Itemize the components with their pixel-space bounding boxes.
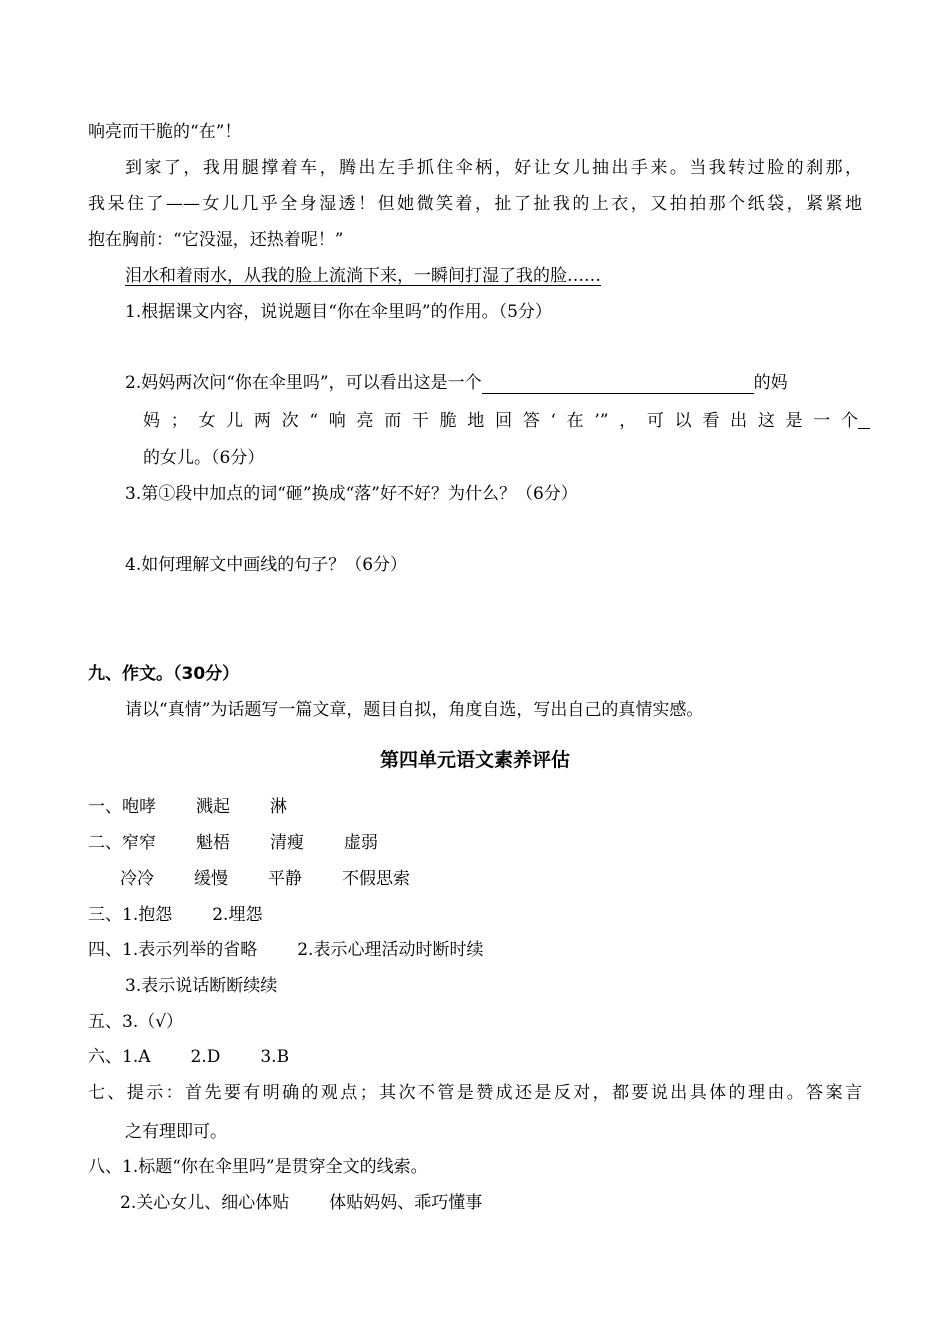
question-2-line3: 的女儿。（6分） xyxy=(143,448,265,468)
answer-item: 淋 xyxy=(270,797,287,817)
answer-item: 2.埋怨 xyxy=(212,905,263,925)
answer-line xyxy=(120,868,410,890)
answer-line xyxy=(88,904,262,926)
answer-line xyxy=(88,832,378,854)
answer-item: 虚弱 xyxy=(344,833,378,853)
answer-item: 二、窄窄 xyxy=(88,833,156,853)
answer-item: 平静 xyxy=(268,869,302,889)
answer-line: 七、提示：首先要有明确的观点；其次不管是赞成还是反对，都要说出具体的理由。答案言 xyxy=(88,1083,862,1103)
answer-blank[interactable] xyxy=(858,410,870,429)
answer-item: 六、1.A xyxy=(88,1047,151,1067)
question-4: 4.如何理解文中画线的句子？（6分） xyxy=(125,555,408,575)
answers-title: 第四单元语文素养评估 xyxy=(379,749,570,771)
section-heading: 九、作文。（30分） xyxy=(88,664,240,684)
answer-line xyxy=(88,1046,289,1068)
answer-line: 之有理即可。 xyxy=(125,1122,227,1142)
question-2 xyxy=(125,372,788,394)
answer-item: 体贴妈妈、乖巧懂事 xyxy=(329,1193,483,1213)
passage-line: 抱在胸前：“它没湿，还热着呢！” xyxy=(88,230,344,250)
passage-line: 我呆住了——女儿几乎全身湿透！但她微笑着，扯了扯我的上衣，又拍拍那个纸袋，紧紧地 xyxy=(88,194,862,214)
answer-item: 一、咆哮 xyxy=(88,797,156,817)
underlined-sentence: 泪水和着雨水，从我的脸上流淌下来，一瞬间打湿了我的脸…… xyxy=(125,266,601,286)
answer-item: 2.关心女儿、细心体贴 xyxy=(120,1193,290,1213)
answer-item: 魁梧 xyxy=(196,833,230,853)
answer-item: 2.表示心理活动时断时续 xyxy=(297,940,484,960)
answer-line: 3.表示说话断断续续 xyxy=(125,976,278,996)
answer-item: 三、1.抱怨 xyxy=(88,905,173,925)
answer-item: 清瘦 xyxy=(270,833,304,853)
passage-line: 响亮而干脆的“在”！ xyxy=(88,122,242,142)
answer-item: 冷冷 xyxy=(120,869,154,889)
answer-item: 溅起 xyxy=(196,797,230,817)
answer-line: 八、1.标题“你在伞里吗”是贯穿全文的线索。 xyxy=(88,1157,428,1177)
answer-line xyxy=(88,796,287,818)
answer-line: 五、3.（√） xyxy=(88,1012,184,1032)
answer-item: 不假思索 xyxy=(342,869,410,889)
answer-line xyxy=(88,939,483,961)
answer-line xyxy=(120,1192,482,1214)
composition-prompt: 请以“真情”为话题写一篇文章，题目自拟，角度自选，写出自己的真情实感。 xyxy=(125,700,704,720)
question-2-line2 xyxy=(143,410,870,432)
answer-item: 四、1.表示列举的省略 xyxy=(88,940,258,960)
question-3: 3.第①段中加点的词“砸”换成“落”好不好？为什么？（6分） xyxy=(125,484,578,504)
answer-item: 2.D xyxy=(190,1047,221,1067)
answer-item: 3.B xyxy=(260,1047,290,1067)
answer-item: 缓慢 xyxy=(194,869,228,889)
question-2-text: 妈；女儿两次“响亮而干脆地回答‘在’”，可以看出这是一个 xyxy=(143,411,858,431)
question-2-text: 2.妈妈两次问“你在伞里吗”，可以看出这是一个 xyxy=(125,373,482,393)
question-2-text: 的妈 xyxy=(753,373,788,393)
passage-line: 到家了，我用腿撑着车，腾出左手抓住伞柄，好让女儿抽出手来。当我转过脸的刹那， xyxy=(125,158,862,178)
answer-blank[interactable] xyxy=(482,375,754,394)
question-1: 1.根据课文内容，说说题目“你在伞里吗”的作用。（5分） xyxy=(125,302,552,322)
